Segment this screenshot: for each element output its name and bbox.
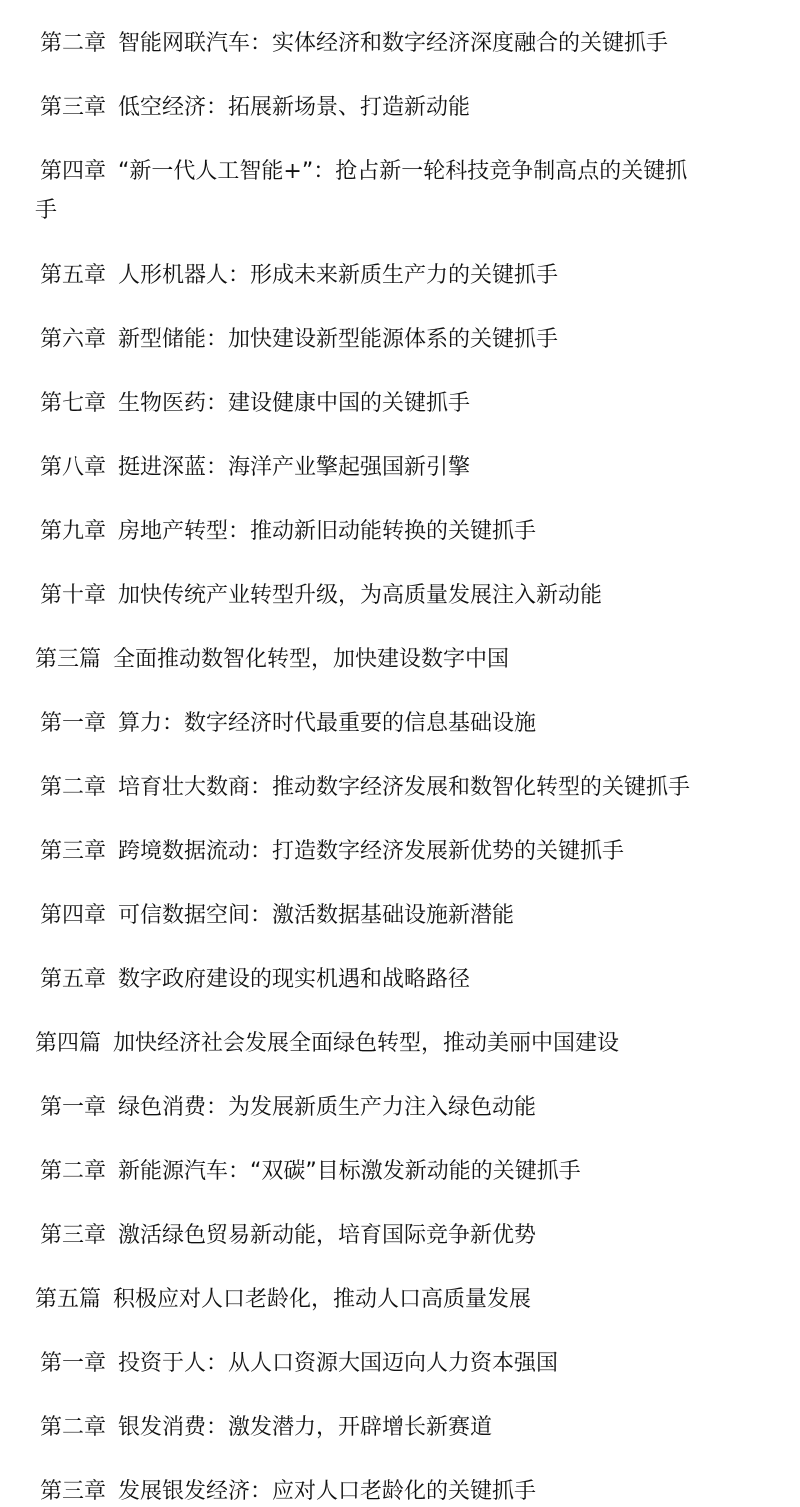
chapter-title: 激活绿色贸易新动能，培育国际竞争新优势 <box>118 1223 537 1248</box>
toc-entry <box>40 453 470 483</box>
toc-part-entry <box>35 1029 619 1059</box>
toc-entry <box>40 1349 558 1379</box>
chapter-number: 第一章 <box>40 1095 107 1120</box>
toc-entry <box>40 837 624 867</box>
chapter-number: 第九章 <box>40 519 107 544</box>
part-number: 第五篇 <box>35 1287 102 1312</box>
chapter-title: 可信数据空间：激活数据基础设施新潜能 <box>118 903 515 928</box>
chapter-title: 生物医药：建设健康中国的关键抓手 <box>118 391 471 416</box>
part-number: 第四篇 <box>35 1031 102 1056</box>
chapter-number: 第一章 <box>40 711 107 736</box>
chapter-number: 第二章 <box>40 775 107 800</box>
chapter-number: 第一章 <box>40 1351 107 1376</box>
toc-entry <box>40 709 536 739</box>
toc-entry <box>40 261 558 291</box>
chapter-number: 第四章 <box>40 159 107 184</box>
chapter-title: 人形机器人：形成未来新质生产力的关键抓手 <box>118 263 559 288</box>
toc-entry <box>40 1413 492 1443</box>
toc-entry <box>40 965 470 995</box>
chapter-number: 第三章 <box>40 1223 107 1248</box>
chapter-title: 房地产转型：推动新旧动能转换的关键抓手 <box>118 519 537 544</box>
toc-entry <box>40 29 668 59</box>
chapter-title: 数字政府建设的现实机遇和战略路径 <box>118 967 471 992</box>
chapter-title: 培育壮大数商：推动数字经济发展和数智化转型的关键抓手 <box>118 775 691 800</box>
toc-part-entry <box>35 1285 531 1315</box>
chapter-number: 第四章 <box>40 903 107 928</box>
chapter-number: 第二章 <box>40 31 107 56</box>
toc-entry <box>40 1477 536 1507</box>
toc-entry <box>40 517 536 547</box>
chapter-title: 银发消费：激发潜力，开辟增长新赛道 <box>118 1415 493 1440</box>
toc-part-entry <box>35 645 509 675</box>
chapter-title: 投资于人：从人口资源大国迈向人力资本强国 <box>118 1351 559 1376</box>
chapter-number: 第三章 <box>40 95 107 120</box>
chapter-title: 挺进深蓝：海洋产业擎起强国新引擎 <box>118 455 471 480</box>
chapter-number: 第二章 <box>40 1159 107 1184</box>
toc-entry <box>40 93 470 123</box>
toc-entry <box>40 901 514 931</box>
chapter-title: 发展银发经济：应对人口老龄化的关键抓手 <box>118 1479 537 1504</box>
chapter-title: 加快传统产业转型升级，为高质量发展注入新动能 <box>118 583 603 608</box>
toc-entry <box>40 325 558 355</box>
part-title: 全面推动数智化转型，加快建设数字中国 <box>113 647 510 672</box>
part-number: 第三篇 <box>35 647 102 672</box>
toc-entry <box>40 1221 536 1251</box>
chapter-title: 低空经济：拓展新场景、打造新动能 <box>118 95 471 120</box>
part-title: 加快经济社会发展全面绿色转型，推动美丽中国建设 <box>113 1031 620 1056</box>
chapter-title: 新能源汽车：“双碳”目标激发新动能的关键抓手 <box>118 1159 581 1184</box>
chapter-title: 新型储能：加快建设新型能源体系的关键抓手 <box>118 327 559 352</box>
chapter-number: 第五章 <box>40 263 107 288</box>
chapter-number: 第七章 <box>40 391 107 416</box>
part-title: 积极应对人口老龄化，推动人口高质量发展 <box>113 1287 532 1312</box>
chapter-title: 绿色消费：为发展新质生产力注入绿色动能 <box>118 1095 537 1120</box>
chapter-title: 跨境数据流动：打造数字经济发展新优势的关键抓手 <box>118 839 625 864</box>
toc-entry <box>40 581 602 611</box>
chapter-number: 第二章 <box>40 1415 107 1440</box>
toc-entry <box>40 157 687 187</box>
chapter-title: “新一代人工智能+”：抢占新一轮科技竞争制高点的关键抓 <box>118 159 688 184</box>
chapter-number: 第十章 <box>40 583 107 608</box>
chapter-number: 第三章 <box>40 1479 107 1504</box>
chapter-number: 第五章 <box>40 967 107 992</box>
chapter-number: 第六章 <box>40 327 107 352</box>
chapter-number: 第三章 <box>40 839 107 864</box>
toc-entry <box>40 389 470 419</box>
chapter-title: 智能网联汽车：实体经济和数字经济深度融合的关键抓手 <box>118 31 669 56</box>
toc-entry <box>40 1157 581 1187</box>
toc-entry <box>40 1093 536 1123</box>
toc-entry <box>40 773 690 803</box>
chapter-title-continuation: 手 <box>35 198 58 223</box>
chapter-title: 算力：数字经济时代最重要的信息基础设施 <box>118 711 537 736</box>
chapter-number: 第八章 <box>40 455 107 480</box>
